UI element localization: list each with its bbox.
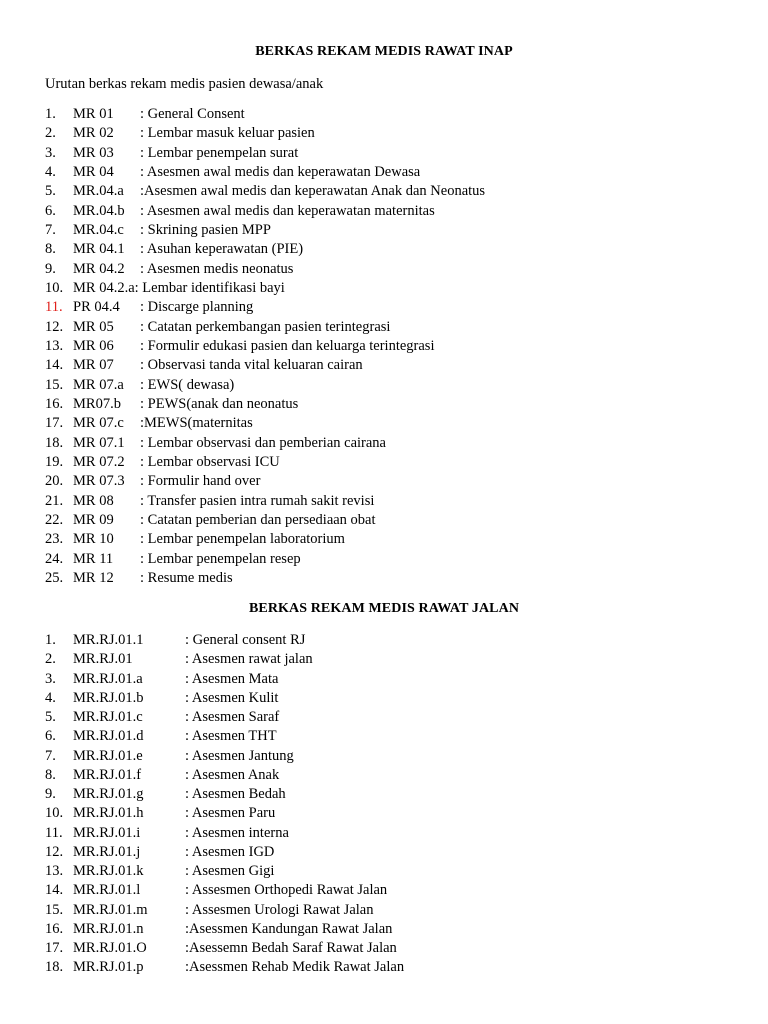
item-code: MR.RJ.01.e [73, 747, 143, 764]
item-number: 9. [45, 260, 56, 277]
item-code: MR.RJ.01.m [73, 901, 148, 918]
list-item [0, 279, 768, 298]
list-item [0, 804, 768, 823]
item-description: : Asesmen Mata [185, 670, 279, 687]
item-code: MR.RJ.01.g [73, 786, 144, 802]
item-code: MR 09 [73, 511, 114, 528]
item-description: : Asesmen awal medis dan keperawatan Dewasa [140, 163, 421, 180]
item-number: 15. [45, 376, 64, 393]
item-code: MR 02 [73, 125, 114, 142]
item-code: MR 04.1 [73, 241, 125, 258]
item-description: : Formulir edukasi pasien dan keluarga terintegrasi [140, 337, 435, 354]
item-number: 15. [45, 901, 64, 918]
item-number: 7. [45, 747, 56, 764]
list-item [0, 843, 768, 862]
item-number: 17. [45, 415, 64, 432]
item-description: :Asessmen Rehab Medik Rawat Jalan [185, 959, 405, 976]
item-code: MR.RJ.01.1 [73, 632, 144, 648]
list-item [0, 434, 768, 453]
item-description: : Asesmen IGD [185, 843, 275, 860]
item-code: MR.RJ.01.n [73, 920, 144, 937]
item-description: : Asesmen Saraf [185, 709, 280, 725]
item-code: MR.RJ.01.c [73, 709, 143, 725]
list-item [0, 920, 768, 939]
item-description: : Asesmen medis neonatus [140, 260, 294, 277]
item-number: 12. [45, 318, 64, 335]
list-item [0, 105, 768, 124]
item-description: : EWS( dewasa) [140, 376, 235, 393]
item-code: MR 10 [73, 531, 114, 548]
item-number: 19. [45, 453, 64, 470]
item-code: MR.RJ.01.O [73, 940, 147, 956]
item-description: : Resume medis [140, 569, 233, 586]
item-description: : Asesmen Kulit [185, 689, 279, 706]
list-item [0, 550, 768, 569]
item-description: : Catatan pemberian dan persediaan obat [140, 511, 376, 528]
item-code: MR 06 [73, 337, 114, 354]
item-number: 13. [45, 337, 64, 354]
item-code: MR.04.a [73, 183, 124, 200]
item-number: 22. [45, 511, 64, 528]
item-description: : Asesmen Gigi [185, 863, 275, 879]
item-description: : General consent RJ [185, 632, 306, 648]
item-number: 23. [45, 531, 64, 548]
list-item [0, 240, 768, 259]
list-item [0, 689, 768, 708]
list-item [0, 569, 768, 588]
list-item [0, 202, 768, 221]
item-number: 5. [45, 183, 56, 200]
item-description: : Asesmen rawat jalan [185, 651, 313, 668]
item-code: MR.RJ.01.a [73, 670, 143, 687]
item-number: 18. [45, 434, 64, 451]
item-description: : Asesmen THT [185, 728, 277, 745]
item-number: 2. [45, 651, 56, 668]
item-code: MR.RJ.01.d [73, 728, 144, 745]
item-number: 7. [45, 221, 56, 238]
item-code: MR.04.c [73, 221, 124, 238]
item-code: MR 07.3 [73, 473, 125, 490]
item-code: MR 12 [73, 569, 114, 586]
item-description: : Skrining pasien MPP [140, 221, 271, 238]
item-description: : Asuhan keperawatan (PIE) [140, 241, 304, 258]
item-number: 12. [45, 843, 64, 860]
item-description: : Lembar observasi dan pemberian cairana [140, 434, 386, 451]
list-item [0, 395, 768, 414]
list-item [0, 958, 768, 977]
item-number: 3. [45, 144, 56, 161]
item-number: 18. [45, 959, 64, 976]
list-item [0, 650, 768, 669]
list-item [0, 766, 768, 785]
item-description: : Assesmen Orthopedi Rawat Jalan [185, 882, 388, 899]
list-item [0, 631, 768, 650]
item-code: MR 11 [73, 550, 114, 567]
list-item [0, 144, 768, 163]
list-item [0, 163, 768, 182]
item-number: 25. [45, 569, 64, 586]
list-item [0, 511, 768, 530]
item-code: MR 04 [73, 163, 114, 180]
item-description: : Assesmen Urologi Rawat Jalan [185, 901, 374, 918]
list-item [0, 414, 768, 433]
item-code: MR.RJ.01.i [73, 824, 141, 841]
inap-list [0, 105, 768, 588]
inap-title: BERKAS REKAM MEDIS RAWAT INAP [255, 44, 513, 59]
item-number: 1. [45, 632, 56, 648]
item-number: 9. [45, 786, 56, 802]
item-number: 3. [45, 670, 56, 687]
list-item [0, 221, 768, 240]
item-number: 13. [45, 863, 64, 879]
item-number: 6. [45, 728, 56, 745]
item-description: : Lembar observasi ICU [140, 453, 280, 470]
item-code: MR.RJ.01.b [73, 689, 144, 706]
list-item [0, 530, 768, 549]
item-number: 8. [45, 766, 56, 783]
item-code: MR 07 [73, 357, 114, 374]
item-description: :MEWS(maternitas [140, 415, 253, 432]
item-description: : General Consent [140, 106, 245, 122]
item-code: MR.RJ.01.k [73, 863, 144, 879]
item-description: :Asesmen awal medis dan keperawatan Anak dan Neonatus [140, 183, 486, 200]
item-number: 16. [45, 395, 64, 412]
item-code: MR 05 [73, 318, 114, 335]
item-description: : Asesmen Jantung [185, 747, 294, 764]
item-description: : Asesmen awal medis dan keperawatan maternitas [140, 202, 435, 219]
item-description: : Catatan perkembangan pasien terintegrasi [140, 318, 391, 335]
list-item [0, 708, 768, 727]
item-code: MR 08 [73, 492, 114, 509]
item-number: 2. [45, 125, 56, 142]
item-description: : Discarge planning [140, 299, 254, 316]
list-item [0, 492, 768, 511]
item-description: : Lembar penempelan laboratorium [140, 531, 345, 548]
item-description: : Lembar penempelan surat [140, 144, 299, 161]
list-item [0, 727, 768, 746]
item-code: MR.RJ.01.h [73, 805, 144, 822]
item-number: 16. [45, 920, 64, 937]
item-description: : Asesmen Bedah [185, 786, 286, 802]
item-number: 24. [45, 550, 64, 567]
item-number: 8. [45, 241, 56, 258]
item-number: 5. [45, 709, 56, 725]
list-item [0, 376, 768, 395]
list-item [0, 124, 768, 143]
item-description: : Asesmen Anak [185, 766, 280, 783]
item-description: : Lembar masuk keluar pasien [140, 125, 315, 142]
item-description: : PEWS(anak dan neonatus [140, 395, 299, 412]
list-item [0, 824, 768, 843]
item-code: MR.RJ.01.f [73, 766, 142, 783]
item-number: 11. [45, 299, 63, 316]
list-item [0, 747, 768, 766]
item-code: MR 04.2 [73, 260, 125, 277]
item-number: 4. [45, 163, 56, 180]
list-item [0, 356, 768, 375]
item-code: MR07.b [73, 395, 121, 412]
list-item [0, 901, 768, 920]
list-item [0, 182, 768, 201]
item-number: 11. [45, 824, 63, 841]
item-description: : Observasi tanda vital keluaran cairan [140, 357, 363, 374]
item-number: 10. [45, 805, 64, 822]
item-code: MR.RJ.01 [73, 651, 133, 668]
list-item [0, 472, 768, 491]
item-number: 21. [45, 492, 64, 509]
item-number: 14. [45, 882, 64, 899]
item-description: : Transfer pasien intra rumah sakit revisi [140, 492, 375, 509]
item-code: MR 07.a [73, 376, 124, 393]
list-item [0, 298, 768, 317]
inap-subtitle: Urutan berkas rekam medis pasien dewasa/anak [45, 76, 324, 92]
item-number: 20. [45, 473, 64, 490]
item-description: : Lembar penempelan resep [140, 550, 301, 567]
list-item [0, 453, 768, 472]
item-number: 10. [45, 279, 64, 296]
list-item [0, 862, 768, 881]
item-code: MR.RJ.01.j [73, 843, 141, 860]
item-code: MR.04.b [73, 202, 125, 219]
item-code: MR 07.c [73, 415, 124, 432]
jalan-title: BERKAS REKAM MEDIS RAWAT JALAN [248, 601, 520, 616]
item-number: 14. [45, 357, 64, 374]
item-description: : Formulir hand over [140, 473, 261, 490]
item-code: MR 07.2 [73, 453, 125, 470]
list-item [0, 260, 768, 279]
item-number: 4. [45, 689, 56, 706]
item-code: MR 07.1 [73, 434, 125, 451]
list-item [0, 337, 768, 356]
item-number: 17. [45, 940, 64, 956]
item-code: MR.RJ.01.l [73, 882, 141, 899]
list-item [0, 939, 768, 958]
jalan-list [0, 631, 768, 978]
list-item [0, 881, 768, 900]
item-code: PR 04.4 [73, 299, 120, 316]
item-code: MR 04.2.a: Lembar identifikasi bayi [73, 279, 285, 296]
list-item [0, 670, 768, 689]
item-number: 1. [45, 106, 56, 122]
item-number: 6. [45, 202, 56, 219]
item-code: MR 03 [73, 144, 114, 161]
item-description: : Asesmen Paru [185, 805, 276, 822]
list-item [0, 785, 768, 804]
item-description: :Asessmen Kandungan Rawat Jalan [185, 920, 393, 937]
item-description: :Asessemn Bedah Saraf Rawat Jalan [185, 940, 397, 956]
item-description: : Asesmen interna [185, 824, 289, 841]
item-code: MR.RJ.01.p [73, 959, 144, 976]
list-item [0, 318, 768, 337]
item-code: MR 01 [73, 106, 114, 122]
